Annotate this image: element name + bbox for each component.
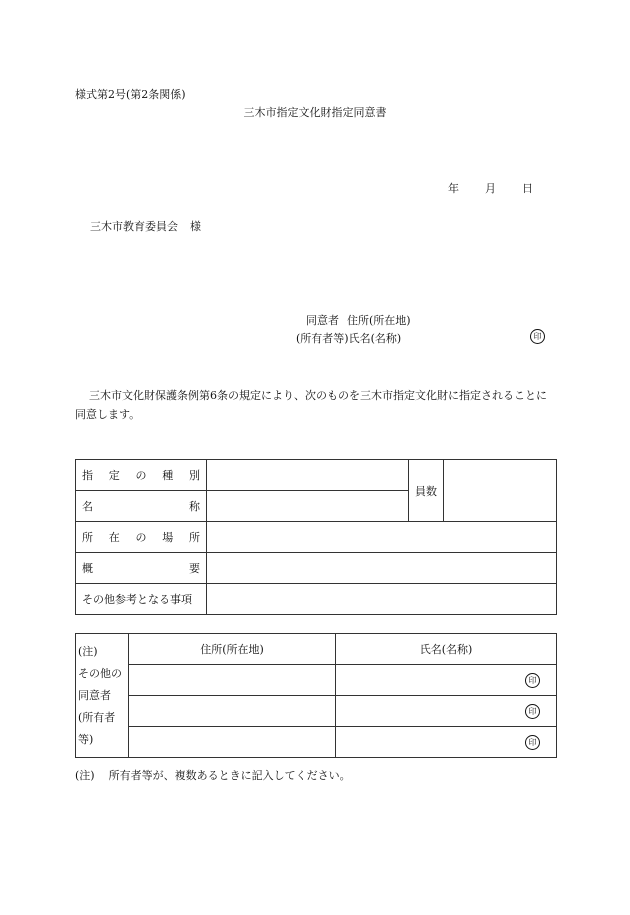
name-field[interactable] — [336, 665, 557, 696]
cultural-property-table — [75, 459, 557, 615]
name-field[interactable] — [207, 491, 409, 522]
footnote — [75, 767, 351, 783]
date-line — [448, 180, 533, 196]
footnote-text: 所有者等が、複数あるときに記入してください。 — [108, 769, 351, 782]
consent-statement: 三木市文化財保護条例第6条の規定により、次のものを三木市指定文化財に指定されることに同意します。 — [75, 389, 547, 421]
seal-mark: 印 — [525, 673, 540, 688]
location-label: 所在の場所 — [76, 522, 207, 553]
date-month: 月 — [485, 182, 496, 195]
type-label: 指定の種別 — [76, 460, 207, 491]
addressee — [90, 218, 201, 234]
location-field[interactable] — [207, 522, 557, 553]
address-column-header: 住所(所在地) — [129, 634, 336, 665]
footnote-marker: (注) — [75, 769, 95, 782]
date-day: 日 — [522, 182, 533, 195]
name-column-header: 氏名(名称) — [336, 634, 557, 665]
address-field[interactable] — [129, 727, 336, 758]
summary-field[interactable] — [207, 553, 557, 584]
other-consenters-label — [76, 634, 129, 758]
consenter-address-label: 住所(所在地) — [347, 314, 411, 327]
count-label: 員数 — [409, 460, 444, 522]
summary-label: 概要 — [76, 553, 207, 584]
consenter-address-line — [306, 312, 411, 328]
type-field[interactable] — [207, 460, 409, 491]
seal-mark: 印 — [525, 704, 540, 719]
consenter-label: 同意者 — [306, 314, 339, 327]
consenter-name-label: (所有者等)氏名(名称) — [296, 332, 402, 345]
date-year: 年 — [448, 182, 459, 195]
side-line-3: (所有者等) — [78, 710, 116, 746]
other-label: その他参考となる事項 — [76, 584, 207, 615]
form-number: 様式第2号(第2条関係) — [75, 88, 186, 101]
side-note-marker: (注) — [78, 644, 98, 658]
addressee-name: 三木市教育委員会 — [90, 220, 178, 233]
count-field[interactable] — [444, 460, 557, 522]
seal-mark: 印 — [525, 735, 540, 750]
side-line-1: その他の — [78, 666, 122, 680]
addressee-honorific: 様 — [190, 220, 201, 233]
other-field[interactable] — [207, 584, 557, 615]
name-label: 名称 — [76, 491, 207, 522]
name-field[interactable] — [336, 727, 557, 758]
name-field[interactable] — [336, 696, 557, 727]
side-line-2: 同意者 — [78, 688, 111, 702]
document-title: 三木市指定文化財指定同意書 — [243, 106, 387, 119]
address-field[interactable] — [129, 665, 336, 696]
address-field[interactable] — [129, 696, 336, 727]
other-consenters-table — [75, 633, 557, 758]
seal-mark: 印 — [530, 329, 545, 344]
